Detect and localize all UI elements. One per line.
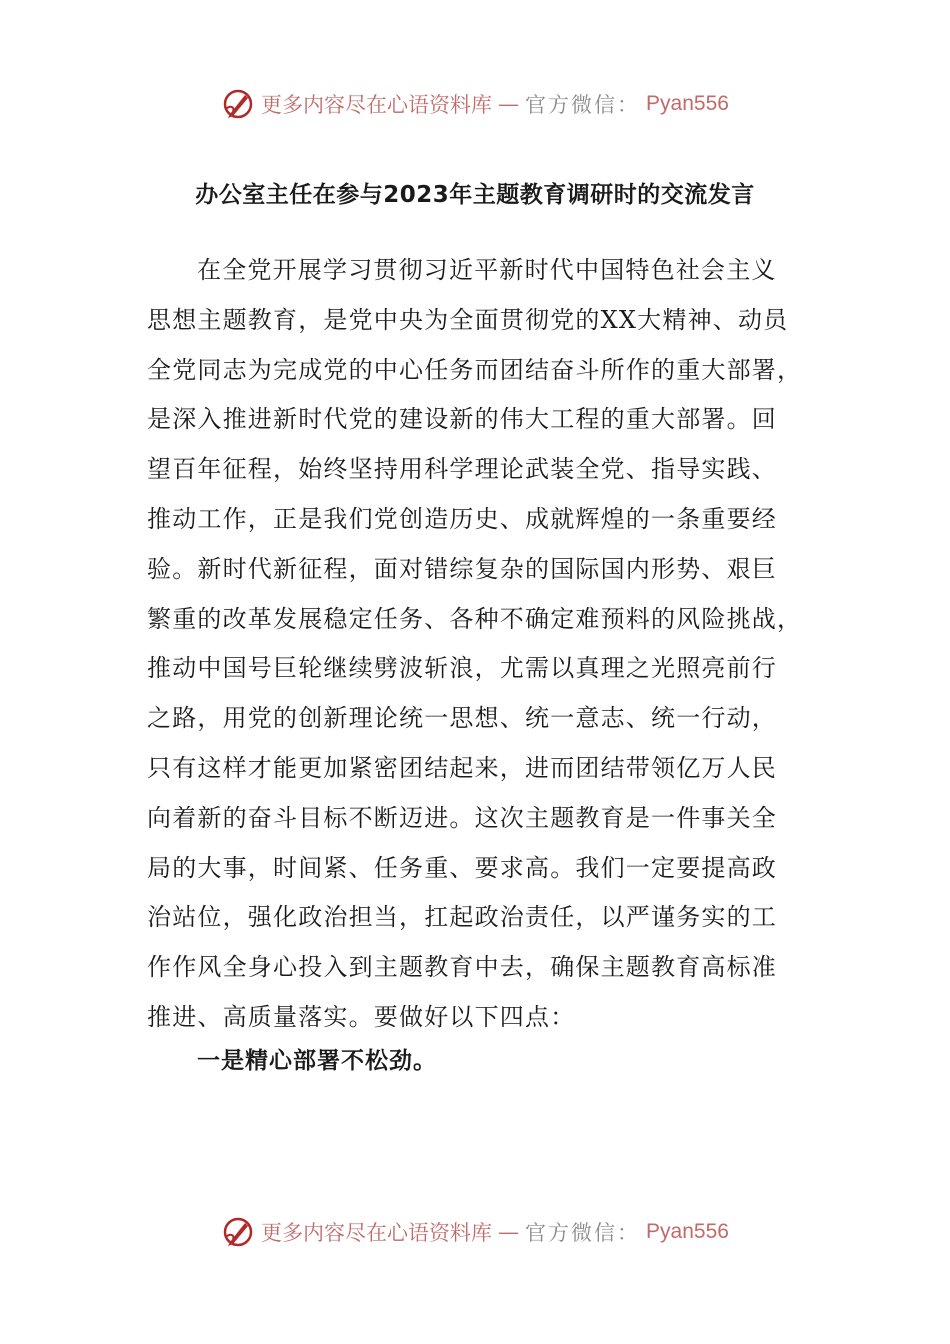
document-title: 办公室主任在参与2023年主题教育调研时的交流发言 [195,182,755,208]
banner-wechat-label: 官方微信： [525,1221,641,1245]
banner-separator: — [498,1220,520,1244]
body-line: 验。新时代新征程，面对错综复杂的国际国内形势、艰巨 [147,554,777,583]
banner-slogan: 更多内容尽在心语资料库 [261,1221,493,1245]
body-line: 推动工作，正是我们党创造历史、成就辉煌的一条重要经 [147,504,777,533]
body-line: 作作风全身心投入到主题教育中去，确保主题教育高标准 [147,953,777,982]
body-line: 繁重的改革发展稳定任务、各种不确定难预料的风险挑战， [147,604,803,633]
body-line: 思想主题教育，是党中央为全面贯彻党的XX大精神、动员 [147,305,789,334]
body-line: 只有这样才能更加紧密团结起来，进而团结带领亿万人民 [147,753,777,782]
banner-wechat-id: Pyan556 [646,1220,729,1243]
footer-banner [0,1210,950,1254]
body-line: 向着新的奋斗目标不断迈进。这次主题教育是一件事关全 [147,803,777,832]
banner-slogan: 更多内容尽在心语资料库 [261,93,493,117]
banner-wechat-label: 官方微信： [525,93,641,117]
document-body [147,246,807,1043]
body-line: 治站位，强化政治担当，扛起政治责任，以严谨务实的工 [147,903,777,932]
banner-wechat-id: Pyan556 [646,92,729,115]
body-line: 在全党开展学习贯彻习近平新时代中国特色社会主义 [197,256,777,284]
body-line: 望百年征程，始终坚持用科学理论武装全党、指导实践、 [147,455,777,484]
body-line: 局的大事，时间紧、任务重、要求高。我们一定要提高政 [147,853,777,882]
pen-circle-logo-icon [221,87,255,121]
body-line: 推动中国号巨轮继续劈波斩浪，尤需以真理之光照亮前行 [147,654,777,683]
body-line: 是深入推进新时代党的建设新的伟大工程的重大部署。回 [147,405,777,434]
body-line: 之路，用党的创新理论统一思想、统一意志、统一行动， [147,704,777,733]
section-heading-1: 一是精心部署不松劲。 [197,1048,437,1074]
header-banner [0,82,950,126]
body-line: 全党同志为完成党的中心任务而团结奋斗所作的重大部署， [147,355,803,384]
body-line: 推进、高质量落实。要做好以下四点： [147,1002,576,1031]
banner-separator: — [498,92,520,116]
pen-circle-logo-icon [221,1215,255,1249]
